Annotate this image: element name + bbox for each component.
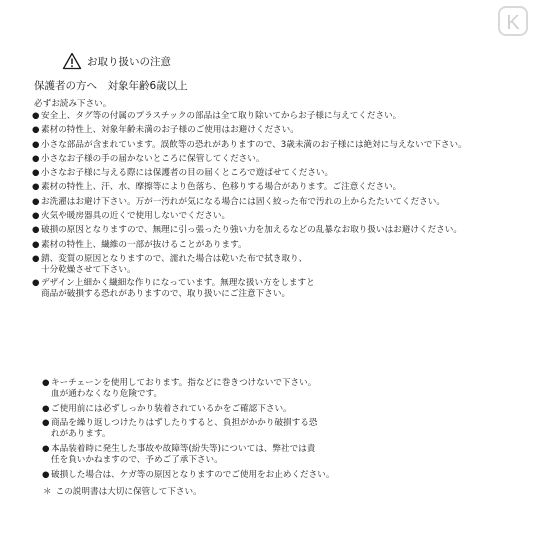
caution-title: お取り扱いの注意 bbox=[87, 55, 171, 68]
list-item: ● 小さな部品が含まれています。誤飲等の恐れがありますので、3歳未満のお子様には絶対に与えないで下さい。 bbox=[32, 139, 467, 150]
read-notice: 必ずお読み下さい。 bbox=[34, 99, 112, 109]
list-item: ● 素材の特性上、汗、水、摩擦等により色落ち、色移りする場合があります。ご注意ください。 bbox=[32, 182, 402, 193]
list-item: ● 錆、変質の原因となりますので、濡れた場合は乾いた布で拭き取り、 十分乾燥させて下さい。 bbox=[32, 253, 308, 275]
caution-heading bbox=[62, 52, 171, 70]
list-item: ● 素材の特性上、繊維の一部が抜けることがあります。 bbox=[32, 239, 247, 250]
list-item: ● 商品を繰り返しつけたりはずしたりすると、負担がかかり破損する恐 れがあります。 bbox=[42, 417, 318, 439]
list-item: ● 破損した場合は、ケガ等の原因となりますのでご使用をお止めください。 bbox=[42, 469, 335, 480]
list-item: ● デザイン上細かく繊細な作りになっています。無理な扱い方をしますと 商品が破損する恐れがありますので、取り扱いにご注意下さい。 bbox=[32, 277, 315, 299]
keychain-list bbox=[42, 378, 334, 483]
brand-logo: K bbox=[498, 6, 528, 36]
list-item: ● 小さなお子様に与える際には保護者の目の届くところで遊ばせてください。 bbox=[32, 168, 334, 179]
note-text: この説明書は大切に保管して下さい。 bbox=[55, 487, 202, 497]
keep-manual-note bbox=[43, 485, 202, 497]
list-item: ● 火気や暖房器具の近くで使用しないでください。 bbox=[32, 211, 231, 222]
warning-icon bbox=[62, 52, 82, 70]
list-item: ● 素材の特性上、対象年齢未満のお子様のご使用はお避けください。 bbox=[32, 125, 299, 136]
list-item: ● ご使用前には必ずしっかり装着されているかをご確認下さい。 bbox=[42, 404, 292, 414]
list-item: ● キーチェーンを使用しております。指などに巻きつけないで下さい。 血が通わなくなり危険です。 bbox=[42, 378, 317, 399]
list-item: ● お洗濯はお避け下さい。万が一汚れが気になる場合には固く絞った布で汚れの上からたたいてください。 bbox=[32, 196, 445, 207]
list-item: ● 安全上、タグ等の付属のプラスチックの部品は全て取り除いてからお子様に与えてください。 bbox=[32, 111, 402, 121]
list-item: ● 破損の原因となりますので、無理に引っ張ったり強い力を加えるなどの乱暴なお取り扱いはお避けください。 bbox=[32, 225, 462, 236]
safety-list bbox=[32, 111, 467, 302]
list-item: ● 小さなお子様の手の届かないところに保管してください。 bbox=[32, 153, 265, 164]
guardian-age-notice: 保護者の方へ 対象年齢6歳以上 bbox=[34, 80, 188, 92]
list-item: ● 本品装着時に発生した事故や故障等(紛失等)については、弊社では責 任を負いかねますので、予めご了承下さい。 bbox=[42, 443, 316, 465]
note-mark: ＊ bbox=[43, 487, 52, 497]
